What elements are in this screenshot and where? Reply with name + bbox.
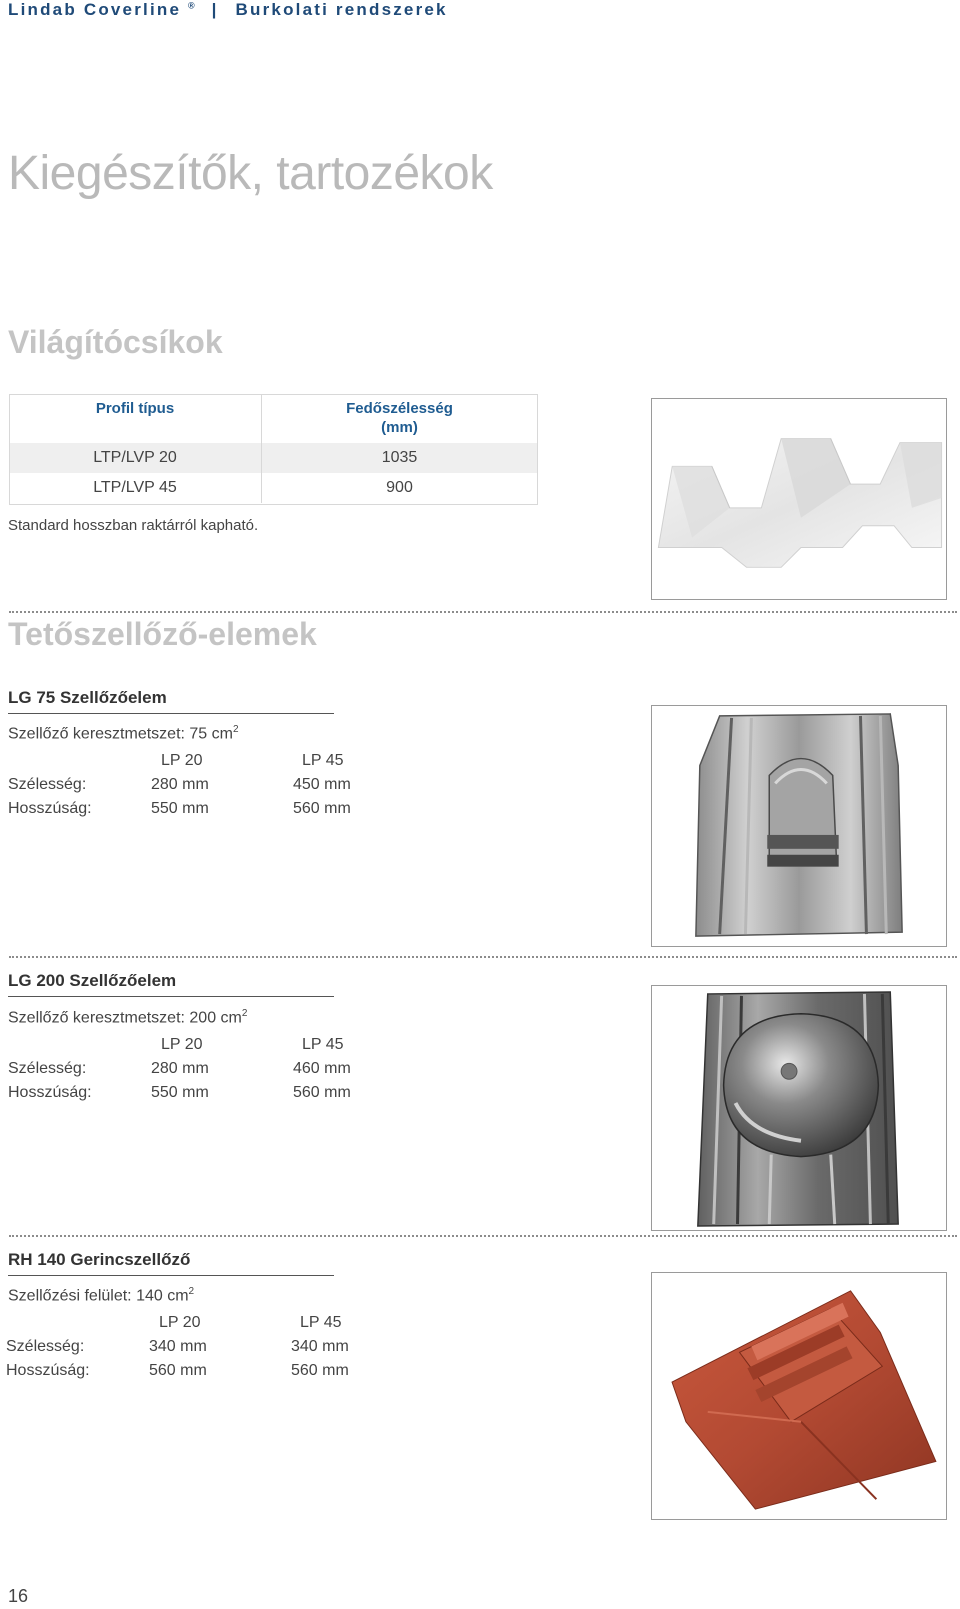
section-divider bbox=[9, 1235, 957, 1237]
col-header-lp45: LP 45 bbox=[302, 1036, 344, 1053]
table-cell: LTP/LVP 45 bbox=[9, 473, 262, 503]
skylight-sheet-image bbox=[651, 398, 947, 600]
dimension-table bbox=[0, 1314, 600, 1404]
page-header bbox=[8, 0, 448, 20]
dimension-table bbox=[0, 1036, 600, 1126]
skylight-sheet-illustration bbox=[652, 399, 946, 599]
table-cell: 1035 bbox=[262, 443, 538, 473]
rh140-ridge-vent-illustration bbox=[652, 1273, 946, 1519]
table-header-profile: Profil típus bbox=[9, 394, 262, 443]
row-label-length: Hosszúság: bbox=[8, 800, 92, 817]
product-title-lg75: LG 75 Szellőzőelem bbox=[8, 688, 167, 707]
table-row bbox=[9, 473, 537, 503]
table-header-cover-width: Fedőszélesség (mm) bbox=[346, 400, 453, 436]
row-label-width: Szélesség: bbox=[8, 1060, 87, 1077]
value-length-lp20: 550 mm bbox=[151, 1084, 209, 1101]
lg200-vent-image bbox=[651, 985, 947, 1231]
table-header-row bbox=[9, 394, 537, 443]
section-divider bbox=[9, 956, 957, 958]
product-title-rh140: RH 140 Gerincszellőző bbox=[8, 1250, 191, 1269]
lg200-vent-illustration bbox=[652, 986, 946, 1230]
row-label-width: Szélesség: bbox=[8, 776, 87, 793]
value-length-lp45: 560 mm bbox=[293, 1084, 351, 1101]
header-subtitle: Burkolati rendszerek bbox=[235, 0, 448, 19]
value-width-lp20: 280 mm bbox=[151, 776, 209, 793]
lg75-vent-image bbox=[651, 705, 947, 947]
value-length-lp20: 560 mm bbox=[149, 1362, 207, 1379]
skylight-spec-table bbox=[9, 394, 537, 503]
page-number: 16 bbox=[8, 1586, 29, 1606]
col-header-lp45: LP 45 bbox=[300, 1314, 342, 1331]
vents-title: Tetőszellőző-elemek bbox=[8, 616, 317, 652]
product-title-lg200: LG 200 Szellőzőelem bbox=[8, 971, 177, 990]
brand-name: Lindab Coverline bbox=[8, 0, 182, 19]
value-width-lp45: 460 mm bbox=[293, 1060, 351, 1077]
col-header-lp20: LP 20 bbox=[161, 1036, 203, 1053]
ventilation-spec: Szellőző keresztmetszet: 75 $cm^2$ bbox=[8, 724, 239, 743]
skylights-title: Világítócsíkok bbox=[8, 324, 223, 360]
row-label-length: Hosszúság: bbox=[8, 1084, 92, 1101]
title-underline bbox=[8, 713, 334, 714]
value-width-lp45: 450 mm bbox=[293, 776, 351, 793]
table-cell: LTP/LVP 20 bbox=[9, 443, 262, 473]
value-width-lp20: 340 mm bbox=[149, 1338, 207, 1355]
lg75-vent-illustration bbox=[652, 706, 946, 946]
row-label-length: Hosszúság: bbox=[6, 1362, 90, 1379]
value-length-lp20: 550 mm bbox=[151, 800, 209, 817]
rh140-ridge-vent-image bbox=[651, 1272, 947, 1520]
header-separator: | bbox=[211, 0, 219, 19]
row-label-width: Szélesség: bbox=[6, 1338, 85, 1355]
title-underline bbox=[8, 1275, 334, 1276]
stock-note: Standard hosszban raktárról kapható. bbox=[8, 517, 259, 534]
ventilation-spec: Szellőző keresztmetszet: 200 $cm^2$ bbox=[8, 1008, 248, 1027]
col-header-lp45: LP 45 bbox=[302, 752, 344, 769]
section-divider bbox=[9, 611, 957, 613]
registered-mark: ® bbox=[188, 0, 195, 11]
value-length-lp45: 560 mm bbox=[291, 1362, 349, 1379]
table-row bbox=[9, 443, 537, 473]
ventilation-spec: Szellőzési felület: 140 $cm^2$ bbox=[8, 1286, 195, 1305]
value-length-lp45: 560 mm bbox=[293, 800, 351, 817]
title-underline bbox=[8, 996, 334, 997]
page-title: Kiegészítők, tartozékok bbox=[8, 147, 493, 200]
dimension-table bbox=[0, 752, 600, 842]
col-header-lp20: LP 20 bbox=[159, 1314, 201, 1331]
value-width-lp45: 340 mm bbox=[291, 1338, 349, 1355]
table-cell: 900 bbox=[386, 479, 413, 496]
value-width-lp20: 280 mm bbox=[151, 1060, 209, 1077]
col-header-lp20: LP 20 bbox=[161, 752, 203, 769]
